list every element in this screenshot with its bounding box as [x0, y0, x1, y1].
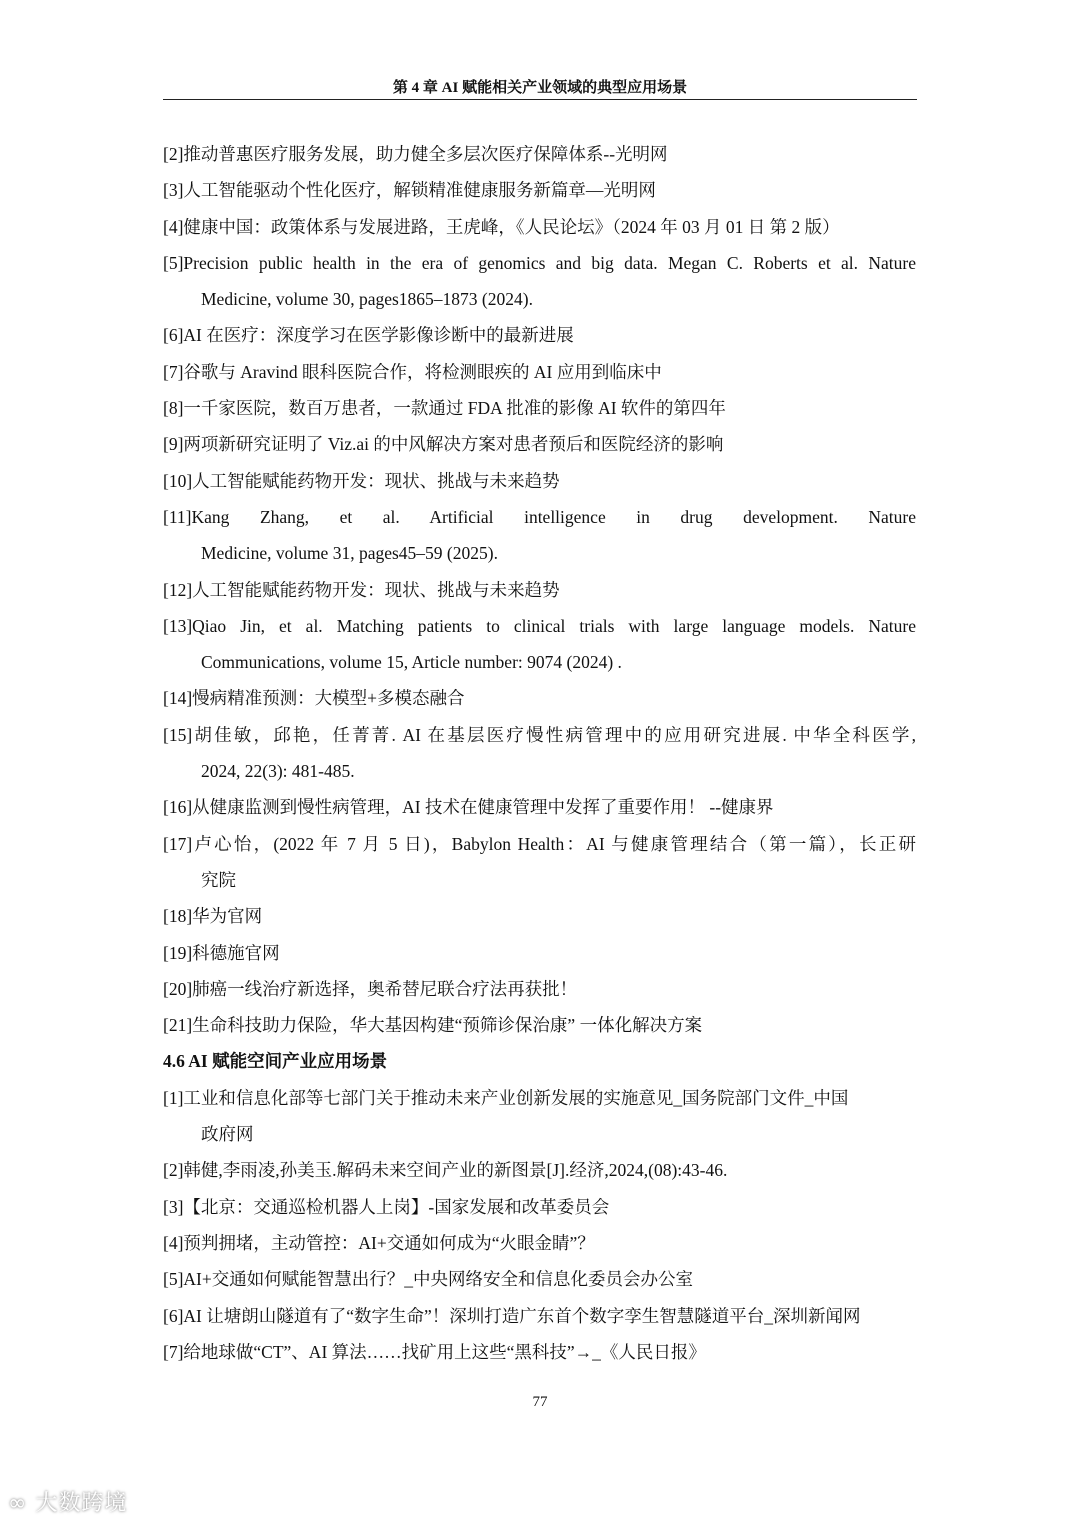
reference-item: [6]AI 让塘朗山隧道有了“数字生命”！深圳打造广东首个数字孪生智慧隧道平台_深圳新闻网: [163, 1305, 861, 1326]
reference-item: [12]人工智能赋能药物开发：现状、挑战与未来趋势: [163, 579, 560, 600]
reference-item: [13]Qiao Jin, et al. Matching patients to clinical trials with large language models. Nature: [163, 615, 916, 636]
reference-continuation: Communications, volume 15, Article number: 9074 (2024) .: [201, 652, 622, 673]
reference-item: [9]两项新研究证明了 Viz.ai 的中风解决方案对患者预后和医院经济的影响: [163, 434, 724, 455]
watermark-logo: ∞ 大数跨境: [8, 1491, 128, 1516]
reference-item: [3]人工智能驱动个性化医疗，解锁精准健康服务新篇章—光明网: [163, 180, 656, 201]
header-rule: [163, 99, 917, 100]
reference-item: [7]谷歌与 Aravind 眼科医院合作，将检测眼疾的 AI 应用到临床中: [163, 361, 662, 382]
reference-item: [2]韩健,李雨凌,孙美玉.解码未来空间产业的新图景[J].经济,2024,(08):43-46.: [163, 1160, 728, 1181]
reference-item: [5]Precision public health in the era of genomics and big data. Megan C. Roberts et al. Nature: [163, 252, 916, 273]
reference-item: [4]预判拥堵，主动管控：AI+交通如何成为“火眼金睛”？: [163, 1232, 595, 1253]
reference-item: [21]生命科技助力保险，华大基因构建“预筛诊保治康” 一体化解决方案: [163, 1015, 703, 1036]
reference-item: [17]卢心怡，(2022 年 7 月 5 日)，Babylon Health：AI 与健康管理结合（第一篇），长正研: [163, 833, 916, 854]
reference-item: [10]人工智能赋能药物开发：现状、挑战与未来趋势: [163, 470, 560, 491]
reference-list: [163, 136, 916, 1370]
section-heading: 4.6 AI 赋能空间产业应用场景: [163, 1051, 388, 1072]
reference-item: [19]科德施官网: [163, 942, 280, 963]
reference-item: [5]AI+交通如何赋能智慧出行？_中央网络安全和信息化委员会办公室: [163, 1269, 693, 1290]
page-number: 77: [532, 1394, 548, 1410]
reference-item: [11]Kang Zhang, et al. Artificial intelligence in drug development. Nature: [163, 506, 916, 527]
reference-continuation: Medicine, volume 31, pages45–59 (2025).: [201, 543, 498, 564]
reference-continuation: 政府网: [201, 1124, 254, 1145]
reference-item: [20]肺癌一线治疗新选择，奥希替尼联合疗法再获批！: [163, 978, 578, 999]
reference-item: [16]从健康监测到慢性病管理，AI 技术在健康管理中发挥了重要作用！ --健康界: [163, 797, 774, 818]
reference-item: [3]【北京：交通巡检机器人上岗】-国家发展和改革委员会: [163, 1196, 610, 1217]
reference-item: [7]给地球做“CT”、AI 算法……找矿用上这些“黑科技”→_《人民日报》: [163, 1341, 706, 1362]
reference-item: [18]华为官网: [163, 906, 263, 927]
reference-continuation: 2024, 22(3): 481-485.: [201, 761, 355, 782]
reference-continuation: Medicine, volume 30, pages1865–1873 (2024).: [201, 289, 533, 310]
running-header: 第 4 章 AI 赋能相关产业领域的典型应用场景: [392, 80, 688, 96]
reference-item: [4]健康中国：政策体系与发展进路，王虎峰，《人民论坛》（2024 年 03 月 01 日 第 2 版）: [163, 216, 840, 237]
reference-continuation: 究院: [201, 869, 236, 890]
reference-item: [8]一千家医院，数百万患者，一款通过 FDA 批准的影像 AI 软件的第四年: [163, 398, 726, 419]
reference-item: [15]胡佳敏，邱艳，任菁菁. AI 在基层医疗慢性病管理中的应用研究进展. 中华全科医学,: [163, 724, 916, 745]
reference-item: [1]工业和信息化部等七部门关于推动未来产业创新发展的实施意见_国务院部门文件_中国: [163, 1087, 849, 1108]
reference-item: [14]慢病精准预测：大模型+多模态融合: [163, 688, 465, 709]
reference-item: [2]推动普惠医疗服务发展，助力健全多层次医疗保障体系--光明网: [163, 144, 668, 164]
reference-item: [6]AI 在医疗：深度学习在医学影像诊断中的最新进展: [163, 325, 574, 346]
